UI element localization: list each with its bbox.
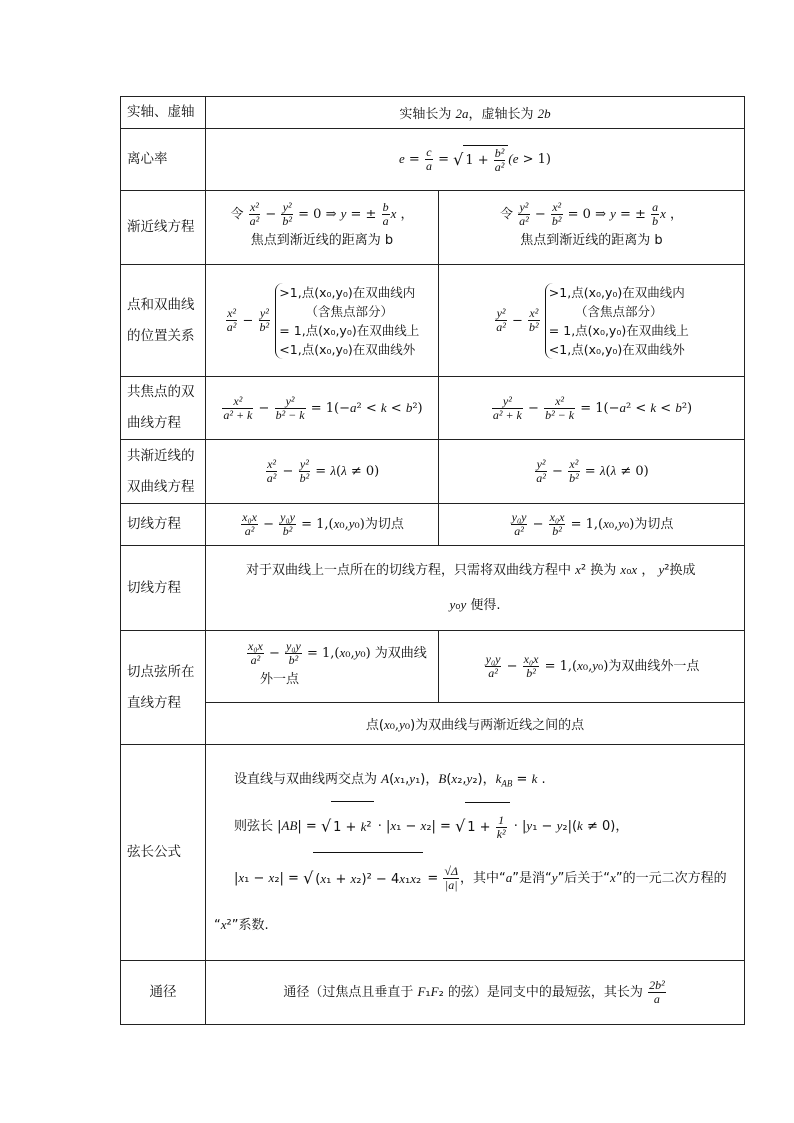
label-latus-rectum: 通径 [121, 961, 206, 1025]
axis-text: 实轴长为 2a，虚轴长为 2b [206, 97, 745, 129]
label-tangent-rule: 切线方程 [121, 546, 206, 631]
chordline-bottom: 点(x₀,y₀)为双曲线与两渐近线之间的点 [206, 703, 745, 745]
asymptote-right-note: 焦点到渐近线的距离为 b [520, 233, 663, 248]
chord-line-1: 设直线与双曲线两交点为 A(x₁,y₁)，B(x₂,y₂)，$k_{AB} = k$ . [234, 770, 546, 789]
label-axis: 实轴、虚轴 [121, 97, 206, 129]
row-tangent [121, 504, 745, 546]
case-focus: （含焦点部分） [305, 303, 394, 319]
tangent-rule-text: 对于双曲线上一点所在的切线方程，只需将双曲线方程中 x² 换为 x₀x ， y²换成 y₀y 便得. [206, 546, 745, 631]
chord-line-2: 则弦长 |AB| = √ 1 + k² · |x₁ − x₂| = √ 1 + $\frac{1}{\text{k²}}$ · |y₁ − y₂|(k ≠ 0)， [206, 801, 738, 852]
row-axis [121, 97, 745, 129]
asymptote-left-note: 焦点到渐近线的距离为 b [250, 233, 394, 248]
label-eccentricity: 离心率 [121, 129, 206, 191]
label-coasymptote: 共渐近线的双曲线方程 [121, 440, 206, 504]
row-chord-length [121, 745, 745, 961]
chord-line-3: |x₁ − x₂| = √ (x₁ + x₂)² − 4x₁x₂ = $\frac{√\Delta}{|a|}$ ，其中“a”是消“y”后关于“x”的一元二次方程的 [206, 852, 738, 905]
eccentricity-formula: e = $\frac{c}{a}$ = √ 1 + $\frac{\text{b²}}{\text{a²}}$ (e > 1) [206, 129, 745, 191]
label-chord-line: 切点弦所在直线方程 [121, 631, 206, 745]
case-inside: >1,点(x₀,y₀)在双曲线内 [548, 284, 685, 300]
case-outside: <1,点(x₀,y₀)在双曲线外 [279, 341, 416, 357]
row-chord-line-bottom [121, 703, 745, 745]
row-tangent-rule [121, 546, 745, 631]
row-latus-rectum [121, 961, 745, 1025]
position-right: $\frac{\text{y²}}{\text{a²}}$ − $\frac{\text{x²}}{\text{b²}}$ >1,点(x₀,y₀)在双曲线内 （含焦点部分） = 1,点(x₀,y₀)在双曲线上 <1,点(x₀,y₀)在双曲线外 [439, 265, 745, 377]
label-asymptote: 渐近线方程 [121, 191, 206, 265]
row-coasymptote [121, 440, 745, 504]
latus-rectum-text: 通径（过焦点且垂直于 F₁F₂ 的弦）是同支中的最短弦，其长为 $\frac{\text{2b²}}{a}$ [206, 961, 745, 1025]
case-outside: <1,点(x₀,y₀)在双曲线外 [548, 341, 685, 357]
cofocal-left: $\frac{\text{x²}}{\text{a² + k}}$ − $\frac{\text{y²}}{\text{b² − k}}$ = 1(−a² < k < b²) [206, 377, 439, 440]
case-focus: （含焦点部分） [575, 303, 663, 319]
position-left: $\frac{\text{x²}}{\text{a²}}$ − $\frac{\text{y²}}{\text{b²}}$ >1,点(x₀,y₀)在双曲线内 （含焦点部分） = 1,点(x₀,y₀)在双曲线上 <1,点(x₀,y₀)在双曲线外 [206, 265, 439, 377]
case-inside: >1,点(x₀,y₀)在双曲线内 [279, 284, 416, 300]
chord-line-4: “x²”系数. [214, 917, 269, 934]
coasym-left: $\frac{\text{x²}}{\text{a²}}$ − $\frac{\text{y²}}{\text{b²}}$ = λ(λ ≠ 0) [206, 440, 439, 504]
chord-length-content [206, 745, 745, 961]
tangent-right: $\frac{\text{y₀y}}{\text{a²}}$ − $\frac{\text{x₀x}}{\text{b²}}$ = 1,(x₀,y₀)为切点 [439, 504, 745, 546]
row-position [121, 265, 745, 377]
tangent-left: $\frac{\text{x₀x}}{\text{a²}}$ − $\frac{\text{y₀y}}{\text{b²}}$ = 1,(x₀,y₀)为切点 [206, 504, 439, 546]
row-eccentricity [121, 129, 745, 191]
asymptote-right: 令 $\frac{\text{y²}}{\text{a²}}$ − $\frac{\text{x²}}{\text{b²}}$ = 0 ⇒ y = ± $\frac{a}{b}$ x ， 焦点到渐近线的距离为 b [439, 191, 745, 265]
chordline-left: $\frac{\text{x₀x}}{\text{a²}}$ − $\frac{\text{y₀y}}{\text{b²}}$ = 1,(x₀,y₀) 为双曲线 外一点 [206, 631, 439, 703]
label-position: 点和双曲线的位置关系 [121, 265, 206, 377]
label-chord-length: 弦长公式 [121, 745, 206, 961]
hyperbola-properties-table [120, 96, 745, 1025]
asymptote-left: 令 $\frac{\text{x²}}{\text{a²}}$ − $\frac{\text{y²}}{\text{b²}}$ = 0 ⇒ y = ± $\frac{b}{a}$ x ， 焦点到渐近线的距离为 b [206, 191, 439, 265]
label-tangent: 切线方程 [121, 504, 206, 546]
coasym-right: $\frac{\text{y²}}{\text{a²}}$ − $\frac{\text{x²}}{\text{b²}}$ = λ(λ ≠ 0) [439, 440, 745, 504]
cofocal-right: $\frac{\text{y²}}{\text{a² + k}}$ − $\frac{\text{x²}}{\text{b² − k}}$ = 1(−a² < k < b²) [439, 377, 745, 440]
case-on: = 1,点(x₀,y₀)在双曲线上 [279, 322, 420, 338]
row-asymptote [121, 191, 745, 265]
label-cofocal: 共焦点的双曲线方程 [121, 377, 206, 440]
case-on: = 1,点(x₀,y₀)在双曲线上 [548, 322, 689, 338]
row-chord-line [121, 631, 745, 703]
row-cofocal [121, 377, 745, 440]
position-left-cases [275, 283, 419, 359]
position-right-cases [545, 283, 689, 359]
chordline-right: $\frac{\text{y₀y}}{\text{a²}}$ − $\frac{\text{x₀x}}{\text{b²}}$ = 1,(x₀,y₀)为双曲线外一点 [439, 631, 745, 703]
chordline-left-note: 外一点 [260, 672, 300, 687]
